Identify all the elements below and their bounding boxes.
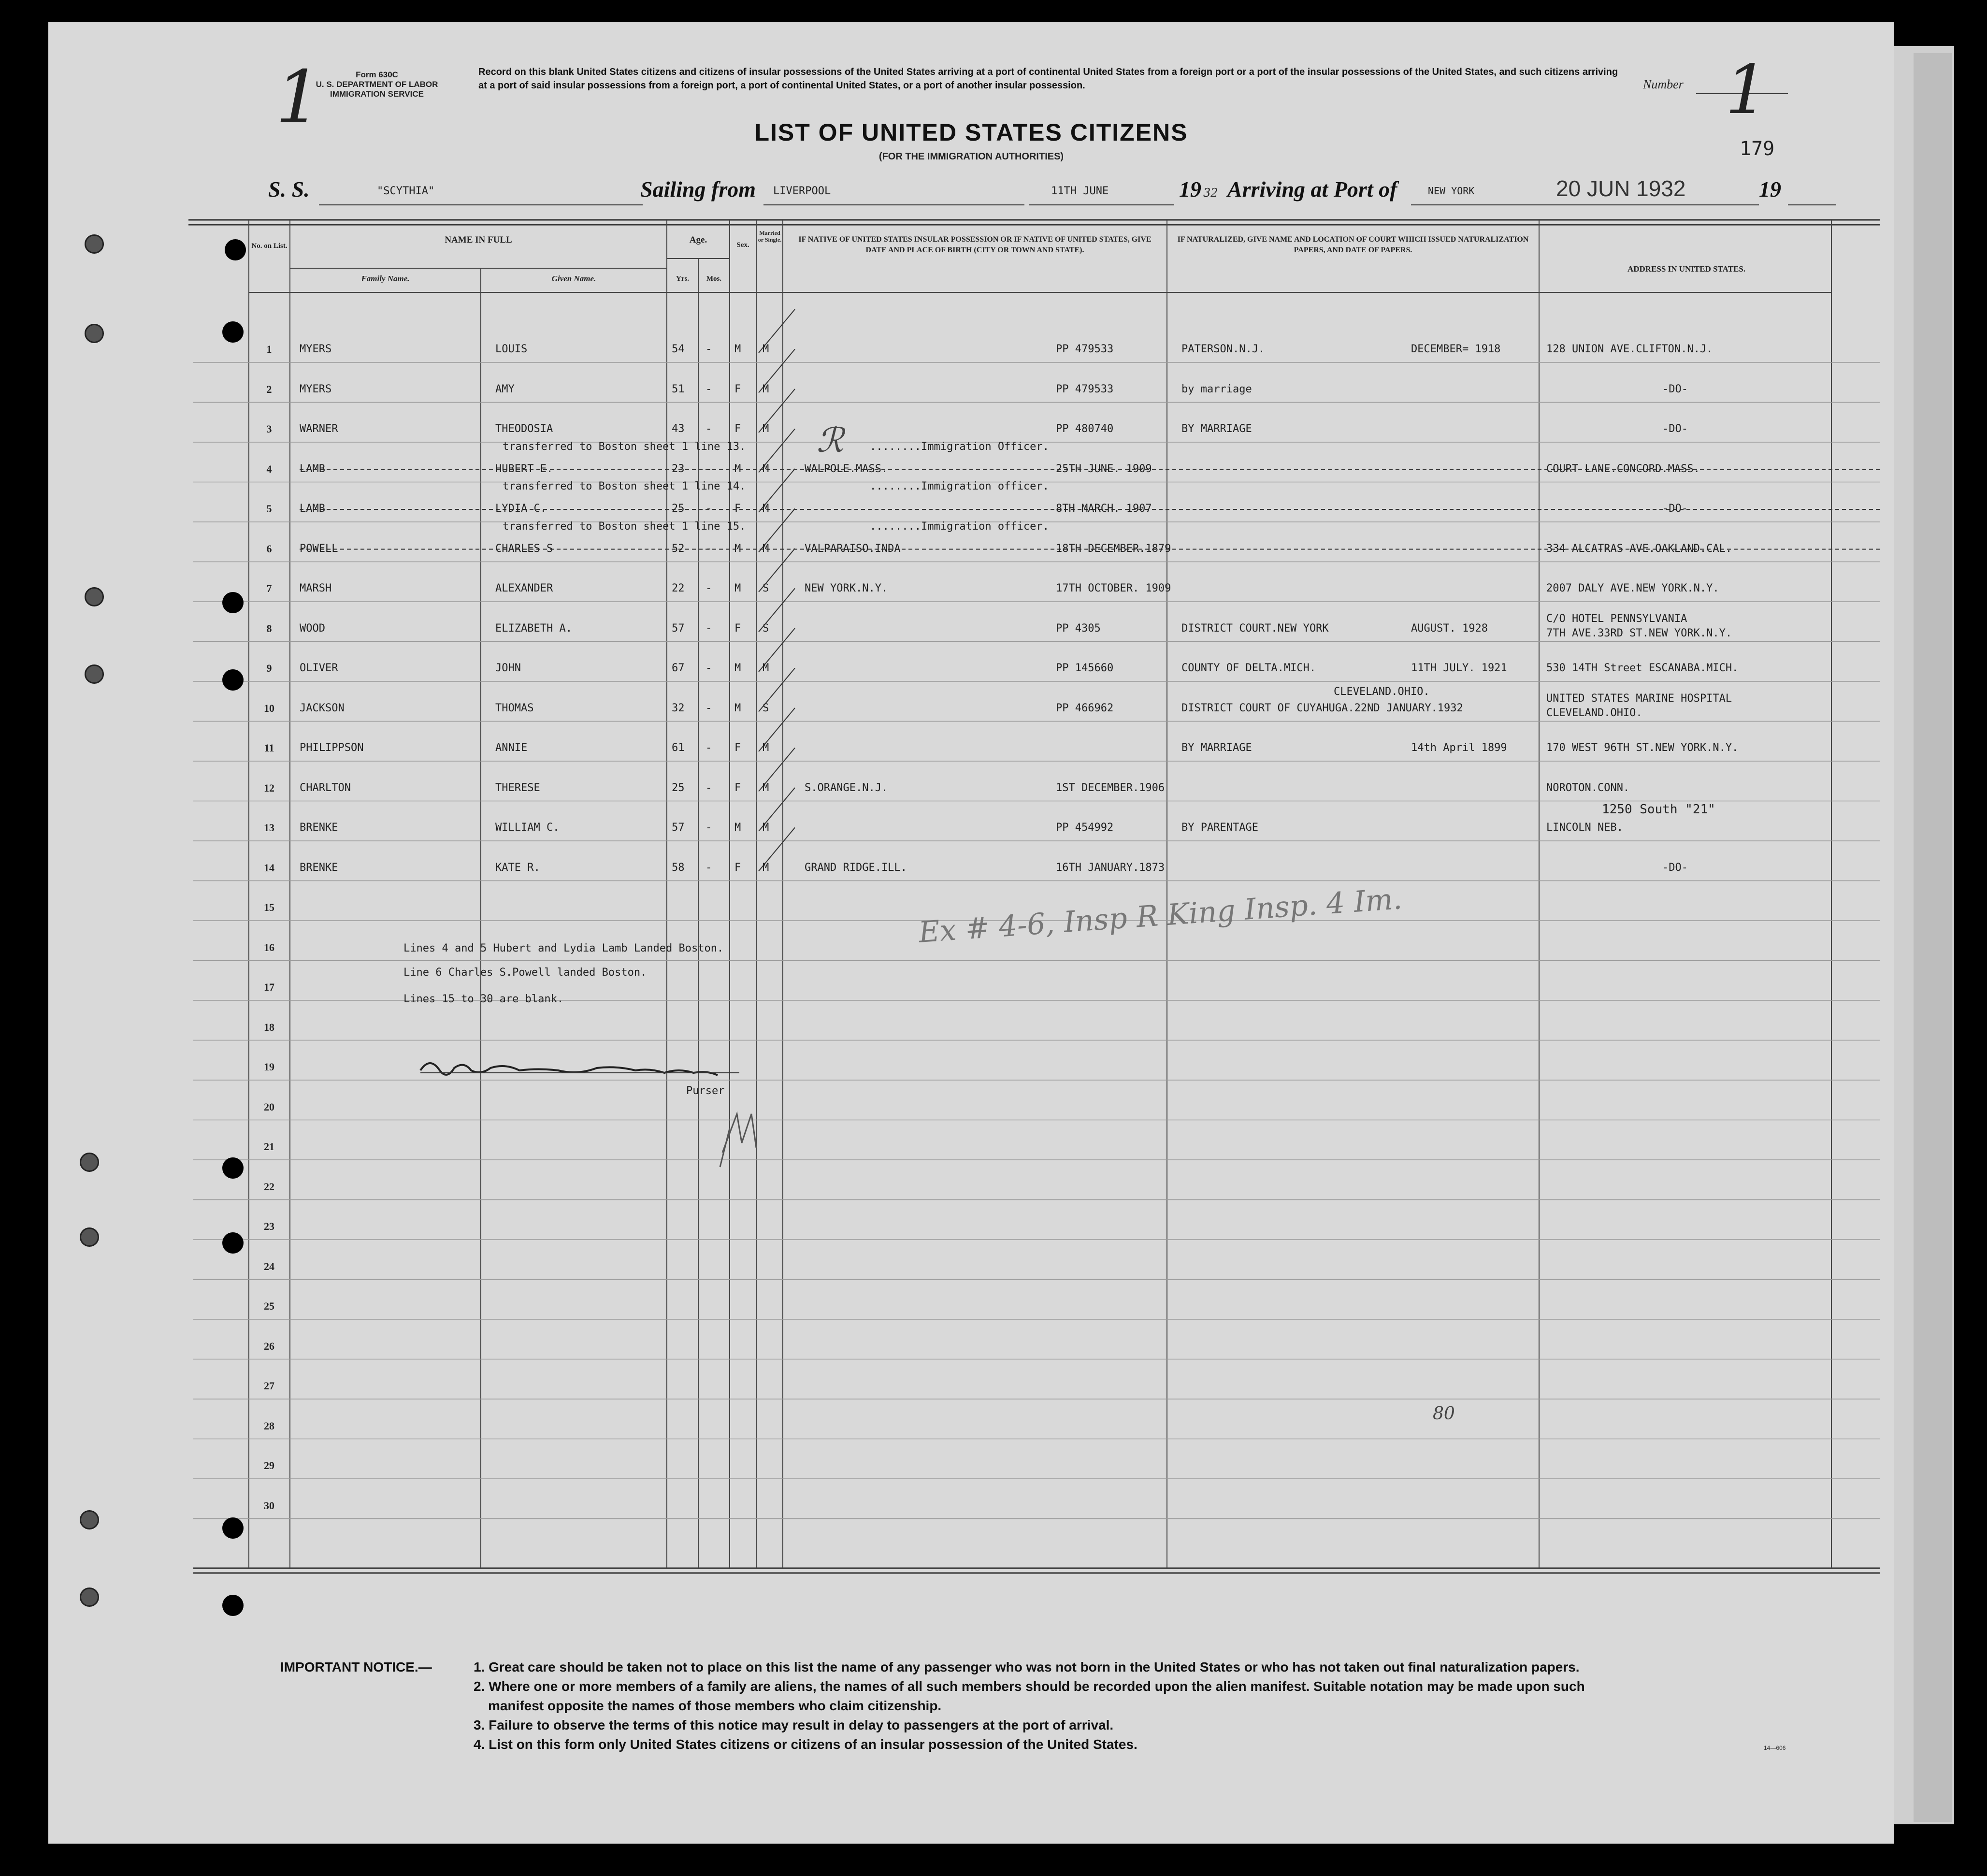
sex: M (734, 343, 741, 355)
naturalization-court: BY MARRIAGE (1181, 423, 1252, 435)
address: 334 ALCATRAS AVE.OAKLAND.CAL. (1546, 542, 1732, 555)
naturalization-court: DISTRICT COURT OF CUYAHUGA.22ND JANUARY.1932 (1181, 702, 1463, 714)
sailing-from-label: Sailing from (640, 177, 756, 202)
age-years: 61 (672, 742, 685, 754)
row-number: 14 (264, 861, 274, 874)
family-name: CHARLTON (300, 781, 351, 794)
sex: M (734, 702, 741, 714)
row-number: 4 (266, 462, 272, 475)
naturalization-date: AUGUST. 1928 (1411, 622, 1488, 635)
marital-status: M (763, 423, 769, 435)
given-name: ALEXANDER (495, 582, 553, 594)
given-name: THOMAS (495, 702, 534, 714)
row-number: 16 (264, 941, 274, 953)
row-number: 20 (264, 1100, 274, 1113)
punch-hole-dark (222, 1517, 244, 1539)
age-months: - (706, 662, 712, 674)
transfer-officer: ........Immigration officer. (870, 520, 1049, 533)
age-months: - (706, 343, 712, 355)
punch-hole (80, 1227, 99, 1247)
marital-status: M (763, 343, 769, 355)
naturalization-court: DISTRICT COURT.NEW YORK (1181, 622, 1329, 635)
birth-date-or-passport: PP 145660 (1056, 662, 1114, 674)
col-header-name-in-full: NAME IN FULL (445, 235, 512, 245)
address: C/O HOTEL PENNSYLVANIA (1546, 612, 1687, 625)
year-prefix: 19 (1179, 177, 1201, 202)
marital-status: S (763, 622, 769, 635)
address: -DO- (1662, 383, 1688, 395)
punch-hole (85, 234, 104, 254)
form-number: Form 630C (356, 70, 398, 79)
row-number: 28 (264, 1419, 274, 1432)
naturalization-location: CLEVELAND.OHIO. (1334, 685, 1430, 698)
given-name: ELIZABETH A. (495, 622, 572, 635)
punch-hole-dark (222, 321, 244, 343)
row-number: 3 (266, 423, 272, 435)
address: 128 UNION AVE.CLIFTON.N.J. (1546, 343, 1713, 355)
purser-signature (48, 22, 1894, 1844)
birth-date-or-passport: PP 479533 (1056, 343, 1114, 355)
manifest-sheet (48, 22, 1894, 1844)
marital-status: M (763, 383, 769, 395)
address: -DO- (1662, 861, 1688, 874)
age-years: 51 (672, 383, 685, 395)
page-title: LIST OF UNITED STATES CITIZENS (754, 119, 1188, 146)
row-number: 29 (264, 1459, 274, 1472)
naturalization-date: 11TH JULY. 1921 (1411, 662, 1507, 674)
pencil-note-80: 80 (1433, 1404, 1455, 1424)
punch-hole-dark (222, 669, 244, 691)
family-name: LAMB (300, 462, 325, 475)
birth-place: NEW YORK.N.Y. (805, 582, 888, 594)
page-subtitle: (FOR THE IMMIGRATION AUTHORITIES) (878, 151, 1064, 162)
address: 530 14TH Street ESCANABA.MICH. (1546, 662, 1739, 674)
age-months: - (706, 781, 712, 794)
age-months: - (706, 423, 712, 435)
service-name: IMMIGRATION SERVICE (330, 89, 424, 99)
address-line-2: CLEVELAND.OHIO. (1546, 707, 1642, 719)
birth-date-or-passport: PP 454992 (1056, 822, 1114, 834)
sex: F (734, 742, 741, 754)
notice-item-2: 2. Where one or more members of a family are aliens, the names of all such members should be recorded upon the alien manifest. Suitable notation may be made upon such (474, 1679, 1585, 1694)
sex: F (734, 622, 741, 635)
birth-date-or-passport: 25TH JUNE. 1909 (1056, 462, 1152, 475)
row-number: 24 (264, 1260, 274, 1272)
marital-status: M (763, 822, 769, 834)
ship-name: "SCYTHIA" (377, 185, 435, 197)
family-name: WOOD (300, 622, 325, 635)
age-months: - (706, 622, 712, 635)
col-header-address: ADDRESS IN UNITED STATES. (1627, 264, 1746, 274)
birth-date-or-passport: PP 466962 (1056, 702, 1114, 714)
punch-hole-dark (222, 592, 244, 613)
row-number: 6 (266, 542, 272, 555)
naturalization-court: by marriage (1181, 383, 1252, 395)
year2-prefix: 19 (1759, 177, 1781, 202)
col-header-family: Family Name. (361, 274, 410, 283)
family-name: MYERS (300, 383, 332, 395)
col-header-birth: IF NATIVE OF UNITED STATES INSULAR POSSESSION OR IF NATIVE OF UNITED STATES, GIVE DATE AND PLACE OF BIRTH (CITY OR TOWN AND STATE). (798, 235, 1152, 254)
age-months: - (706, 702, 712, 714)
address: -DO- (1662, 423, 1688, 435)
family-name: JACKSON (300, 702, 345, 714)
given-name: THEODOSIA (495, 423, 553, 435)
age-years: 67 (672, 662, 685, 674)
naturalization-court: PATERSON.N.J. (1181, 343, 1265, 355)
inspector-pencil-note: Ex # 4-6, Insp R King Insp. 4 Im. (917, 882, 1403, 950)
transfer-officer: ........Immigration officer. (870, 480, 1049, 492)
col-header-married: Married or Single. (758, 230, 782, 243)
birth-date-or-passport: PP 480740 (1056, 423, 1114, 435)
birth-date-or-passport: 8TH MARCH. 1907 (1056, 503, 1152, 515)
marital-status: M (763, 662, 769, 674)
sex: F (734, 781, 741, 794)
age-months: - (706, 822, 712, 834)
note-line-1: Lines 4 and 5 Hubert and Lydia Lamb Landed Boston. (403, 942, 724, 954)
punch-hole (85, 324, 104, 343)
notice-heading: IMPORTANT NOTICE.— (280, 1660, 432, 1674)
given-name: AMY (495, 383, 515, 395)
form-instructions: Record on this blank United States citizens and citizens of insular possessions of the United States arriving at a port of continental United States from a foreign port or a port of the insular possessions of the United States, and such citizens arriving at a port of said insular possessions from a foreign port, a port of continental United States, or a port of another insular possession. (478, 67, 1618, 91)
family-name: BRENKE (300, 861, 338, 874)
sex: M (734, 542, 741, 555)
age-years: 32 (672, 702, 685, 714)
family-name: MYERS (300, 343, 332, 355)
row-number: 10 (264, 702, 274, 714)
birth-date-or-passport: 18TH DECEMBER.1879 (1056, 542, 1171, 555)
sex: F (734, 383, 741, 395)
age-years: 23 (672, 462, 685, 475)
age-years: 25 (672, 781, 685, 794)
row-number: 8 (266, 622, 272, 635)
row-number: 12 (264, 781, 274, 794)
number-label: Number (1643, 77, 1684, 91)
punch-hole (85, 587, 104, 606)
department-name: U. S. DEPARTMENT OF LABOR (316, 80, 438, 89)
row-number: 1 (266, 343, 272, 355)
age-months: - (706, 383, 712, 395)
naturalization-court: COUNTY OF DELTA.MICH. (1181, 662, 1316, 674)
birth-place: S.ORANGE.N.J. (805, 781, 888, 794)
marital-status: M (763, 542, 769, 555)
transfer-officer: ........Immigration Officer. (870, 440, 1049, 453)
given-name: HUBERT E. (495, 462, 553, 475)
note-line-2: Line 6 Charles S.Powell landed Boston. (403, 967, 647, 979)
birth-place: WALPOLE.MASS. (805, 462, 888, 475)
family-name: POWELL (300, 542, 338, 555)
sex: M (734, 822, 741, 834)
marital-status: S (763, 582, 769, 594)
age-months: - (706, 503, 712, 515)
punch-hole (85, 664, 104, 684)
officer-initials: ℛ (817, 420, 844, 460)
address: 2007 DALY AVE.NEW YORK.N.Y. (1546, 582, 1719, 594)
row-number: 22 (264, 1180, 274, 1193)
col-header-naturalized: IF NATURALIZED, GIVE NAME AND LOCATION OF COURT WHICH ISSUED NATURALIZATION PAPERS, AND DATE OF PAPERS. (1177, 235, 1529, 254)
address: COURT LANE.CONCORD.MASS. (1546, 462, 1700, 475)
row-number: 7 (266, 582, 272, 594)
given-name: WILLIAM C. (495, 822, 560, 834)
marital-status: S (763, 702, 769, 714)
given-name: JOHN (495, 662, 521, 674)
col-header-yrs: Yrs. (676, 275, 690, 283)
ss-label: S. S. (268, 177, 310, 202)
form-code: 14—606 (1764, 1745, 1786, 1751)
naturalization-date: DECEMBER= 1918 (1411, 343, 1501, 355)
row-number: 5 (266, 503, 272, 515)
age-years: 52 (672, 542, 685, 555)
row-number: 30 (264, 1499, 274, 1512)
address: -DO- (1662, 503, 1688, 515)
col-header-given: Given Name. (551, 274, 596, 283)
purser-label: Purser (686, 1085, 725, 1097)
birth-date-or-passport: 16TH JANUARY.1873 (1056, 861, 1165, 874)
age-months: - (706, 462, 712, 475)
sailing-port: LIVERPOOL (773, 185, 831, 197)
row-number: 21 (264, 1140, 274, 1153)
age-years: 57 (672, 622, 685, 635)
marital-status: M (763, 462, 769, 475)
transfer-note: transferred to Boston sheet 1 line 15. (503, 520, 746, 533)
row-number: 9 (266, 662, 272, 674)
row-number: 13 (264, 822, 274, 834)
row-number: 23 (264, 1220, 274, 1232)
sailing-date: 11TH JUNE (1051, 185, 1109, 197)
age-years: 22 (672, 582, 685, 594)
col-header-no: No. on List. (251, 242, 288, 250)
age-months: - (706, 742, 712, 754)
transfer-note: transferred to Boston sheet 1 line 13. (503, 440, 746, 453)
given-name: LYDIA C. (495, 503, 547, 515)
page-number: 179 (1740, 138, 1775, 160)
age-years: 54 (672, 343, 685, 355)
age-months: - (706, 582, 712, 594)
punch-hole-dark (222, 1232, 244, 1254)
naturalization-court: BY PARENTAGE (1181, 822, 1258, 834)
row-number: 17 (264, 981, 274, 993)
row-number: 2 (266, 383, 272, 395)
punch-hole-dark (222, 1595, 244, 1616)
year-suffix: 32 (1203, 186, 1218, 200)
col-header-mos: Mos. (706, 275, 722, 283)
address: 170 WEST 96TH ST.NEW YORK.N.Y. (1546, 742, 1739, 754)
family-name: WARNER (300, 423, 338, 435)
address-line-2: 7TH AVE.33RD ST.NEW YORK.N.Y. (1546, 627, 1732, 639)
age-years: 58 (672, 861, 685, 874)
sex: F (734, 423, 741, 435)
birth-date-or-passport: 1ST DECEMBER.1906 (1056, 781, 1165, 794)
family-name: OLIVER (300, 662, 338, 674)
naturalization-date: 14th April 1899 (1411, 742, 1507, 754)
naturalization-court: BY MARRIAGE (1181, 742, 1252, 754)
age-years: 43 (672, 423, 685, 435)
marital-status: M (763, 742, 769, 754)
birth-place: VALPARAISO.INDA (805, 542, 901, 555)
row-number: 15 (264, 901, 274, 913)
family-name: LAMB (300, 503, 325, 515)
address-street: 1250 South "21" (1602, 802, 1715, 817)
arriving-label: Arriving at Port of (1227, 177, 1397, 202)
address: UNITED STATES MARINE HOSPITAL (1546, 692, 1732, 705)
given-name: LOUIS (495, 343, 528, 355)
notice-item-2-cont: manifest opposite the names of those members who claim citizenship. (488, 1698, 942, 1713)
notice-item-4: 4. List on this form only United States citizens or citizens of an insular possession of the United States. (474, 1737, 1137, 1752)
given-name: KATE R. (495, 861, 540, 874)
marital-status: M (763, 503, 769, 515)
age-years: 57 (672, 822, 685, 834)
family-name: BRENKE (300, 822, 338, 834)
punch-hole (80, 1587, 99, 1607)
given-name: ANNIE (495, 742, 528, 754)
given-name: THERESE (495, 781, 540, 794)
address: NOROTON.CONN. (1546, 781, 1630, 794)
row-number: 18 (264, 1021, 274, 1033)
marital-status: M (763, 781, 769, 794)
marital-status: M (763, 861, 769, 874)
row-number: 27 (264, 1380, 274, 1392)
punch-hole (80, 1510, 99, 1530)
row-number: 25 (264, 1300, 274, 1312)
address: LINCOLN NEB. (1546, 822, 1623, 834)
punch-hole (80, 1153, 99, 1172)
notice-item-1: 1. Great care should be taken not to place on this list the name of any passenger who was not born in the United States or who has not taken out final naturalization papers. (474, 1660, 1580, 1674)
sex: F (734, 503, 741, 515)
row-number: 19 (264, 1061, 274, 1073)
row-number: 26 (264, 1340, 274, 1352)
sex: M (734, 662, 741, 674)
family-name: MARSH (300, 582, 332, 594)
arrival-port: NEW YORK (1428, 185, 1475, 197)
back-sheet-shadow (1914, 53, 1952, 1822)
birth-place: GRAND RIDGE.ILL. (805, 861, 907, 874)
age-months: - (706, 542, 712, 555)
number-value: 1 (1725, 51, 1769, 130)
col-header-age: Age. (689, 235, 707, 245)
sex: F (734, 861, 741, 874)
birth-date-or-passport: 17TH OCTOBER. 1909 (1056, 582, 1171, 594)
given-name: CHARLES S (495, 542, 553, 555)
row-number: 11 (264, 742, 274, 754)
birth-date-or-passport: PP 479533 (1056, 383, 1114, 395)
punch-hole-dark (222, 1157, 244, 1179)
age-months: - (706, 861, 712, 874)
corner-handwritten-mark: 1 (275, 56, 322, 140)
col-header-sex: Sex. (736, 241, 749, 249)
age-years: 25 (672, 503, 685, 515)
sex: M (734, 582, 741, 594)
family-name: PHILIPPSON (300, 742, 364, 754)
notice-item-3: 3. Failure to observe the terms of this notice may result in delay to passengers at the port of arrival. (474, 1717, 1114, 1732)
sex: M (734, 462, 741, 475)
transfer-note: transferred to Boston sheet 1 line 14. (503, 480, 746, 492)
note-line-3: Lines 15 to 30 are blank. (403, 993, 564, 1005)
arrival-date-stamp: 20 JUN 1932 (1556, 176, 1686, 201)
punch-hole-dark (225, 239, 246, 260)
birth-date-or-passport: PP 4305 (1056, 622, 1101, 635)
